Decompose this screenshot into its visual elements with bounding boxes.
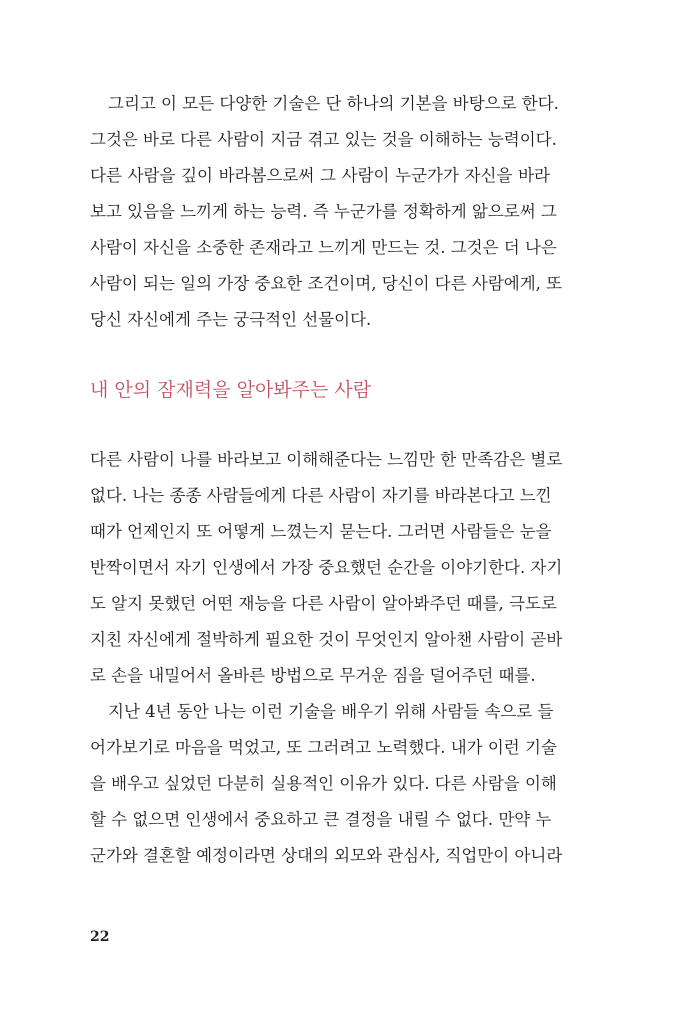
- text-line: 없다. 나는 종종 사람들에게 다른 사람이 자기를 바라본다고 느낀: [90, 486, 552, 505]
- paragraph-3: [90, 694, 563, 874]
- text-line: 다른 사람이 나를 바라보고 이해해준다는 느낌만 한 만족감은 별로: [90, 450, 563, 469]
- text-line: 도 알지 못했던 어떤 재능을 다른 사람이 알아봐주던 때를, 극도로: [90, 594, 557, 613]
- text-line: 을 배우고 싶었던 다분히 실용적인 이유가 있다. 다른 사람을 이해: [90, 774, 557, 793]
- text-line: 사람이 자신을 소중한 존재라고 느끼게 만드는 것. 그것은 더 나은: [90, 238, 557, 257]
- text-line: 지친 자신에게 절박하게 필요한 것이 무엇인지 알아챈 사람이 곧바: [90, 630, 563, 649]
- text-line: 당신 자신에게 주는 궁극적인 선물이다.: [90, 310, 372, 329]
- section-heading: 내 안의 잠재력을 알아봐주는 사람: [90, 379, 372, 401]
- page-number: 22: [90, 929, 110, 945]
- text-line: 반짝이면서 자기 인생에서 가장 중요했던 순간을 이야기한다. 자기: [90, 558, 563, 577]
- text-line: 다른 사람을 깊이 바라봄으로써 그 사람이 누군가가 자신을 바라: [90, 166, 550, 185]
- paragraph-2: [90, 442, 563, 694]
- text-line: 군가와 결혼할 예정이라면 상대의 외모와 관심사, 직업만이 아니라: [90, 846, 563, 865]
- text-line: 보고 있음을 느끼게 하는 능력. 즉 누군가를 정확하게 앎으로써 그: [90, 202, 557, 221]
- text-line: 지난 4년 동안 나는 이런 기술을 배우기 위해 사람들 속으로 들: [108, 702, 554, 721]
- text-line: 그것은 바로 다른 사람이 지금 겪고 있는 것을 이해하는 능력이다.: [90, 130, 557, 149]
- text-line: 어가보기로 마음을 먹었고, 또 그러려고 노력했다. 내가 이런 기술: [90, 738, 557, 757]
- text-line: 그리고 이 모든 다양한 기술은 단 하나의 기본을 바탕으로 한다.: [108, 94, 559, 113]
- text-line: 때가 언제인지 또 어떻게 느꼈는지 묻는다. 그러면 사람들은 눈을: [90, 522, 552, 541]
- paragraph-1: [90, 86, 563, 338]
- text-line: 로 손을 내밀어서 올바른 방법으로 무거운 짐을 덜어주던 때를.: [90, 666, 536, 685]
- text-line: 할 수 없으면 인생에서 중요하고 큰 결정을 내릴 수 없다. 만약 누: [90, 810, 552, 829]
- text-line: 사람이 되는 일의 가장 중요한 조건이며, 당신이 다른 사람에게, 또: [90, 274, 563, 293]
